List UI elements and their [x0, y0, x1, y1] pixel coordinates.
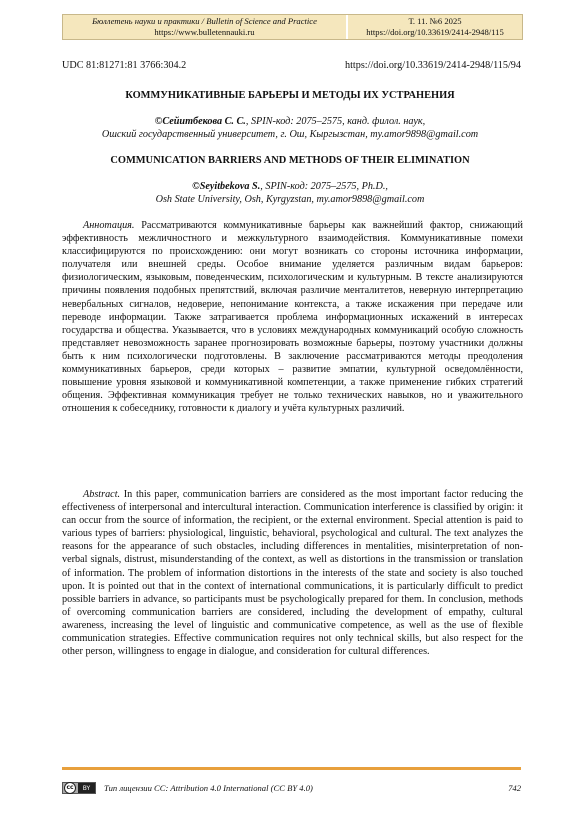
- en-affiliation: Osh State University, Osh, Kyrgyzstan, my.amor9898@gmail.com: [155, 194, 425, 205]
- annotation-label: Аннотация.: [83, 220, 135, 231]
- license-text: Тип лицензии CC: Attribution 4.0 International (CC BY 4.0): [104, 783, 313, 793]
- en-author-details: , SPIN-код: 2075–2575, Ph.D.,: [260, 181, 388, 192]
- abstract-paragraph: [62, 488, 523, 658]
- issue-doi[interactable]: https://doi.org/10.33619/2414-2948/115: [366, 27, 504, 37]
- en-author-name: ©Seyitbekova S.: [192, 181, 261, 192]
- udc-code: UDC 81:81271:81 3766:304.2: [62, 60, 187, 71]
- journal-header-right: [348, 15, 522, 39]
- page-number: 742: [508, 783, 521, 793]
- en-title: COMMUNICATION BARRIERS AND METHODS OF THEIR ELIMINATION: [110, 155, 470, 166]
- journal-url[interactable]: https://www.bulletennauki.ru: [154, 27, 255, 37]
- cc-license-badge[interactable]: [62, 782, 96, 794]
- article-meta: [62, 60, 521, 71]
- journal-name: Бюллетень науки и практики / Bulletin of Science and Practice: [92, 16, 317, 26]
- footer-rule: [62, 767, 521, 770]
- ru-author-details: , SPIN-код: 2075–2575, канд. филол. наук,: [245, 116, 426, 127]
- abstract-text: In this paper, communication barriers are considered as the most important factor reducing the effectiveness of interpersonal and intercultural interaction. Communication interference is classified by origin: it can occur from the source of information, the recipient, or the external environment. Special attention is paid to various types of barriers: physiological, linguistic, behavioral, psychological and cultural. The text analyzes the reasons for the appearance of such obstacles, including differences in mentalities, misinterpretation of non-verbal signals, distrust, misunderstanding of the context, as well as distortions in the transmission or translation of information. The problem of information distortions in the interests of the state and society is also touched upon. It is pointed out that in the context of international communications, it is particularly difficult to predict possible barriers in advance, so participants must be psychologically prepared for them. In conclusion, methods of overcoming communication barriers are considered, including the development of empathy, cultural awareness, increasing the level of linguistic and communicative competence, as well as the use of flexible communication strategies. Effective communication requires not only technical skills, but also respect for the other person, willingness to engage in dialogue, and consideration for cultural differences.: [62, 489, 523, 658]
- ru-author-line: [40, 115, 540, 128]
- ru-author-name: ©Сейитбекова С. С.: [154, 116, 246, 127]
- article-doi[interactable]: https://doi.org/10.33619/2414-2948/115/94: [344, 60, 521, 71]
- journal-header: [62, 14, 523, 40]
- annotation-paragraph: [62, 219, 523, 415]
- abstract-label: Abstract.: [83, 489, 121, 500]
- issue-number: Т. 11. №6 2025: [408, 16, 462, 26]
- cc-by-icon: BY: [78, 783, 95, 793]
- en-author-line: [40, 180, 540, 193]
- ru-title: КОММУНИКАТИВНЫЕ БАРЬЕРЫ И МЕТОДЫ ИХ УСТРАНЕНИЯ: [125, 90, 455, 101]
- journal-header-left: [63, 15, 348, 39]
- page-footer: [62, 781, 521, 795]
- cc-icon: cc: [64, 782, 76, 794]
- ru-affiliation: Ошский государственный университет, г. Ош, Кыргызстан, my.amor9898@gmail.com: [101, 129, 479, 140]
- annotation-text: Рассматриваются коммуникативные барьеры как важнейший фактор, снижающий эффективность межличностного и межкультурного взаимодействия. Коммуникативные помехи классифицируются по происхождению: они могут возникать со стороны источника информации, получателя или внешней среды. Особое внимание уделяется различным видам барьеров: физиологическим, языковым, поведенческим, психологическим и культурным. В тексте анализируются причины появления подобных препятствий, включая различие менталитетов, неверную интерпретацию невербальных сигналов, недоверие, непонимание контекста, а также искажения при передаче или переводе информации. Также затрагивается проблема информационных искажений в интересах государства и общества. Указывается, что в условиях международных коммуникаций особую сложность представляет невозможность заранее прогнозировать возможные барьеры, поэтому участники должны быть к ним психологически подготовлены. В заключение рассматриваются методы преодоления коммуникативных барьеров, среди которых – развитие эмпатии, культурной осведомлённости, повышение уровня языковой и коммуникативной компетенции, а также применение гибких стратегий общения. Эффективная коммуникация требует не только технических навыков, но и уважительного отношения к собеседнику, готовности к диалогу и учёта культурных различий.: [62, 220, 523, 415]
